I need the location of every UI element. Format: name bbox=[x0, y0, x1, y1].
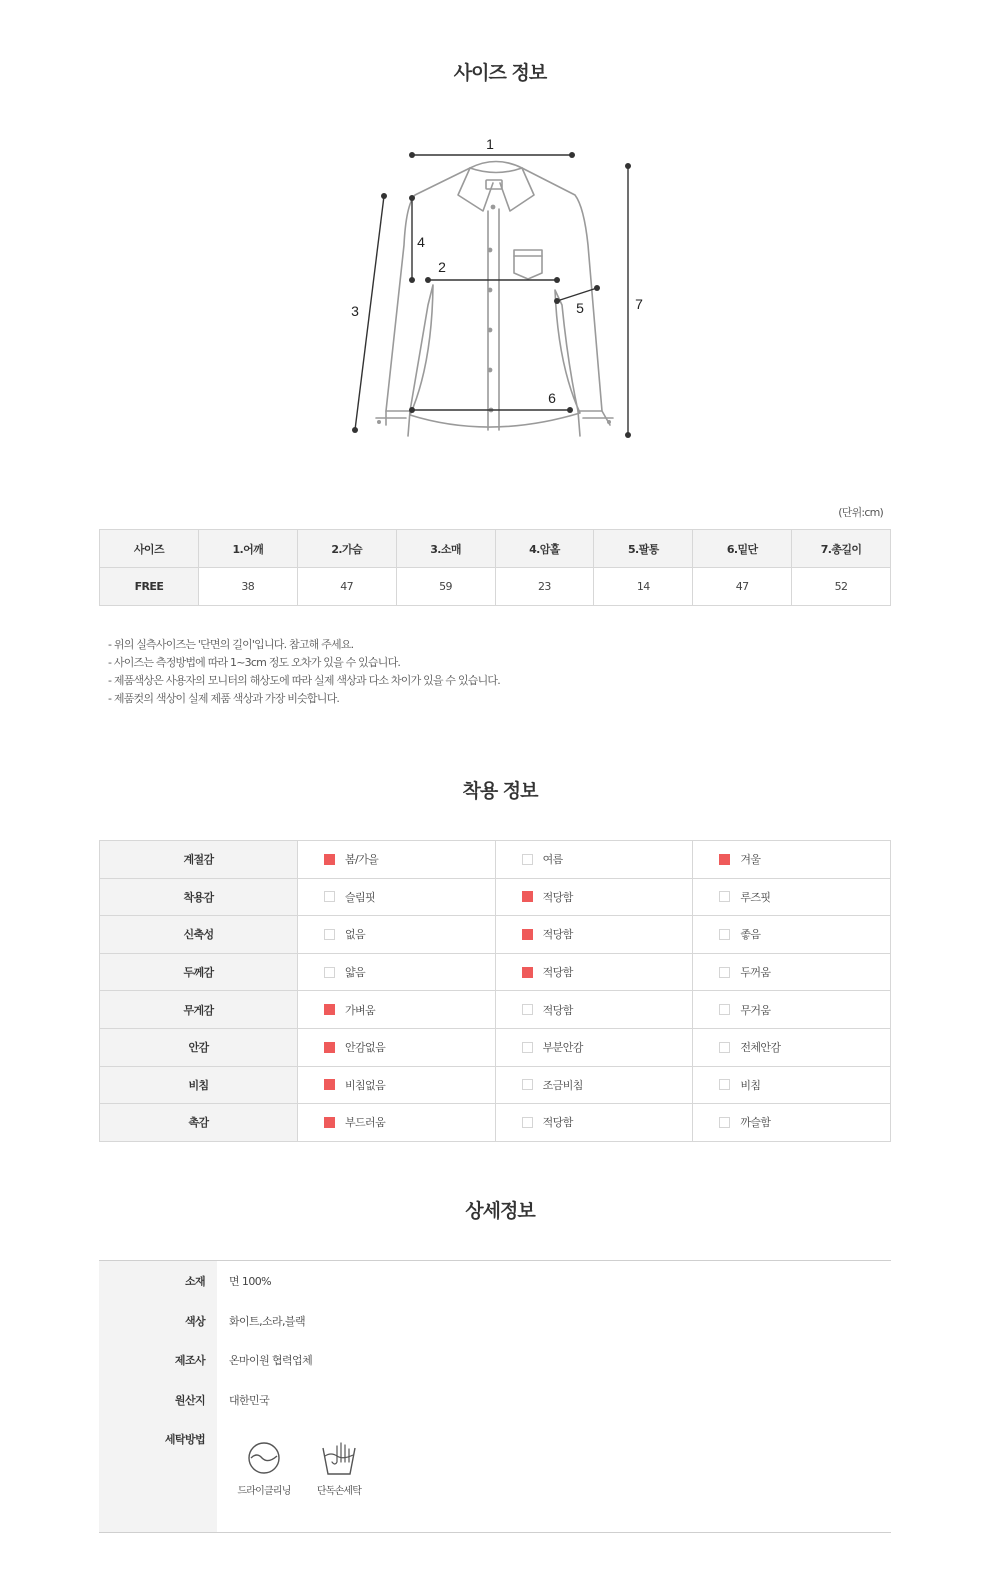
fit-option-label: 루즈핏 bbox=[740, 890, 771, 904]
fit-info-title: 착용 정보 bbox=[462, 780, 538, 802]
checked-box-icon bbox=[522, 967, 533, 978]
marker-6: 6 bbox=[548, 390, 556, 406]
marker-7: 7 bbox=[635, 296, 643, 312]
size-notes bbox=[108, 636, 500, 708]
fit-option bbox=[495, 841, 693, 879]
size-value-cell: 47 bbox=[297, 568, 396, 606]
detail-value: 대한민국 bbox=[229, 1394, 270, 1407]
detail-value: 면 100% bbox=[229, 1275, 271, 1288]
fit-option bbox=[298, 1066, 496, 1104]
note-line: - 위의 실측사이즈는 '단면의 길이'입니다. 참고해 주세요. bbox=[108, 638, 354, 651]
fit-option-label: 적당함 bbox=[542, 1116, 573, 1130]
fit-row-label: 계절감 bbox=[100, 841, 298, 879]
fit-row bbox=[100, 991, 891, 1029]
size-header-cell: 사이즈 bbox=[100, 530, 199, 568]
size-name-cell: FREE bbox=[100, 568, 199, 606]
size-header-cell: 2.가슴 bbox=[297, 530, 396, 568]
fit-option-label: 적당함 bbox=[542, 928, 573, 942]
measurement-lines bbox=[355, 155, 628, 435]
marker-5: 5 bbox=[576, 300, 584, 316]
fit-option-label: 가벼움 bbox=[345, 1003, 376, 1017]
fit-option-label: 조금비침 bbox=[542, 1078, 583, 1092]
marker-3: 3 bbox=[351, 303, 359, 319]
detail-info-table bbox=[99, 1260, 891, 1533]
fit-option-label: 슬림핏 bbox=[345, 890, 376, 904]
fit-row bbox=[100, 841, 891, 879]
size-value-cell: 14 bbox=[594, 568, 693, 606]
detail-value: 화이트,소라,블랙 bbox=[229, 1315, 305, 1328]
note-line: - 제품컷의 색상이 실제 제품 색상과 가장 비슷합니다. bbox=[108, 692, 340, 705]
fit-option-label: 부드러움 bbox=[345, 1116, 386, 1130]
measurement-labels bbox=[351, 136, 643, 406]
fit-row-label: 신축성 bbox=[100, 916, 298, 954]
shirt-measurement-diagram bbox=[300, 125, 700, 455]
size-info-title: 사이즈 정보 bbox=[453, 62, 547, 84]
fit-row bbox=[100, 1104, 891, 1142]
fit-option bbox=[693, 1104, 891, 1142]
marker-4: 4 bbox=[417, 234, 425, 250]
size-value-cell: 23 bbox=[495, 568, 594, 606]
fit-option bbox=[495, 991, 693, 1029]
fit-option-label: 좋음 bbox=[740, 928, 761, 942]
hand-wash-icon bbox=[319, 1440, 359, 1476]
detail-row-origin bbox=[99, 1392, 891, 1412]
fit-option bbox=[298, 1028, 496, 1066]
fit-option bbox=[693, 916, 891, 954]
size-header-cell: 1.어깨 bbox=[198, 530, 297, 568]
fit-option-label: 얇음 bbox=[345, 966, 366, 980]
fit-option bbox=[495, 878, 693, 916]
fit-row-label: 안감 bbox=[100, 1028, 298, 1066]
fit-option-label: 적당함 bbox=[542, 890, 573, 904]
size-header-cell: 3.소매 bbox=[396, 530, 495, 568]
fit-row-label: 무게감 bbox=[100, 991, 298, 1029]
wash-item-dry-cleaning bbox=[224, 1440, 304, 1497]
size-header-cell: 7.총길이 bbox=[792, 530, 891, 568]
fit-option-label: 두꺼움 bbox=[740, 966, 771, 980]
fit-option bbox=[693, 1066, 891, 1104]
fit-option bbox=[693, 841, 891, 879]
size-table-header-row bbox=[100, 530, 891, 568]
wash-caption: 단독손세탁 bbox=[316, 1486, 362, 1497]
fit-option-label: 안감없음 bbox=[345, 1041, 386, 1055]
fit-row-label: 비침 bbox=[100, 1066, 298, 1104]
checked-box-icon bbox=[324, 1042, 335, 1053]
checked-box-icon bbox=[522, 929, 533, 940]
unchecked-box-icon bbox=[522, 854, 533, 865]
fit-option bbox=[693, 953, 891, 991]
size-header-cell: 6.밑단 bbox=[693, 530, 792, 568]
unchecked-box-icon bbox=[522, 1004, 533, 1015]
measurement-points bbox=[352, 152, 631, 438]
size-value-cell: 47 bbox=[693, 568, 792, 606]
fit-option bbox=[298, 991, 496, 1029]
fit-option-label: 적당함 bbox=[542, 966, 573, 980]
size-table-row bbox=[100, 568, 891, 606]
fit-option-label: 부분안감 bbox=[542, 1041, 583, 1055]
checked-box-icon bbox=[324, 1079, 335, 1090]
wash-caption: 드라이클리닝 bbox=[237, 1486, 291, 1497]
detail-row-color bbox=[99, 1313, 891, 1333]
detail-key: 색상 bbox=[184, 1315, 205, 1328]
fit-row bbox=[100, 953, 891, 991]
unchecked-box-icon bbox=[719, 891, 730, 902]
fit-option bbox=[298, 878, 496, 916]
dry-cleaning-icon bbox=[246, 1440, 282, 1476]
fit-option-label: 비침없음 bbox=[345, 1078, 386, 1092]
unchecked-box-icon bbox=[522, 1079, 533, 1090]
fit-option bbox=[693, 1028, 891, 1066]
size-table bbox=[99, 529, 891, 606]
size-value-cell: 59 bbox=[396, 568, 495, 606]
wash-item-hand-wash bbox=[299, 1440, 379, 1497]
unchecked-box-icon bbox=[719, 1079, 730, 1090]
fit-option-label: 까슬함 bbox=[740, 1116, 771, 1130]
detail-value: 온마이원 협력업체 bbox=[229, 1354, 313, 1367]
size-header-cell: 5.팔통 bbox=[594, 530, 693, 568]
unchecked-box-icon bbox=[719, 967, 730, 978]
detail-row-washing bbox=[99, 1431, 891, 1451]
detail-key: 소재 bbox=[184, 1275, 205, 1288]
fit-option bbox=[495, 1104, 693, 1142]
fit-option-label: 여름 bbox=[542, 853, 563, 867]
unchecked-box-icon bbox=[522, 1117, 533, 1128]
size-value-cell: 52 bbox=[792, 568, 891, 606]
detail-row-material bbox=[99, 1273, 891, 1293]
detail-key: 제조사 bbox=[174, 1354, 205, 1367]
fit-option bbox=[495, 1028, 693, 1066]
marker-2: 2 bbox=[438, 259, 446, 275]
unchecked-box-icon bbox=[324, 929, 335, 940]
unchecked-box-icon bbox=[522, 1042, 533, 1053]
size-value-cell: 38 bbox=[198, 568, 297, 606]
unchecked-box-icon bbox=[719, 1117, 730, 1128]
fit-option bbox=[298, 953, 496, 991]
fit-option bbox=[693, 991, 891, 1029]
fit-option bbox=[298, 841, 496, 879]
checked-box-icon bbox=[719, 854, 730, 865]
fit-option-label: 전체안감 bbox=[740, 1041, 781, 1055]
fit-row bbox=[100, 1028, 891, 1066]
unchecked-box-icon bbox=[719, 1004, 730, 1015]
detail-key: 세탁방법 bbox=[164, 1433, 205, 1446]
fit-option bbox=[495, 916, 693, 954]
checked-box-icon bbox=[324, 854, 335, 865]
fit-option bbox=[495, 953, 693, 991]
note-line: - 사이즈는 측정방법에 따라 1~3cm 정도 오차가 있을 수 있습니다. bbox=[108, 656, 401, 669]
note-line: - 제품색상은 사용자의 모니터의 해상도에 따라 실제 색상과 다소 차이가 있을 수 있습니다. bbox=[108, 674, 500, 687]
fit-option-label: 무거움 bbox=[740, 1003, 771, 1017]
fit-info-table bbox=[99, 840, 891, 1142]
fit-option bbox=[495, 1066, 693, 1104]
fit-option-label: 없음 bbox=[345, 928, 366, 942]
fit-row-label: 두께감 bbox=[100, 953, 298, 991]
checked-box-icon bbox=[324, 1004, 335, 1015]
detail-row-manufacturer bbox=[99, 1352, 891, 1372]
fit-row bbox=[100, 1066, 891, 1104]
checked-box-icon bbox=[324, 1117, 335, 1128]
unit-label: (단위:cm) bbox=[838, 506, 883, 519]
fit-row bbox=[100, 878, 891, 916]
fit-option-label: 겨울 bbox=[740, 853, 761, 867]
detail-info-title: 상세정보 bbox=[465, 1200, 535, 1222]
fit-option bbox=[693, 878, 891, 916]
fit-option-label: 비침 bbox=[740, 1078, 761, 1092]
unchecked-box-icon bbox=[719, 1042, 730, 1053]
fit-option-label: 봄/가을 bbox=[345, 853, 379, 867]
checked-box-icon bbox=[522, 891, 533, 902]
unchecked-box-icon bbox=[719, 929, 730, 940]
marker-1: 1 bbox=[486, 136, 494, 152]
fit-row bbox=[100, 916, 891, 954]
size-header-cell: 4.암홀 bbox=[495, 530, 594, 568]
fit-option-label: 적당함 bbox=[542, 1003, 573, 1017]
unchecked-box-icon bbox=[324, 891, 335, 902]
fit-option bbox=[298, 916, 496, 954]
fit-option bbox=[298, 1104, 496, 1142]
fit-row-label: 착용감 bbox=[100, 878, 298, 916]
detail-key: 원산지 bbox=[174, 1394, 205, 1407]
unchecked-box-icon bbox=[324, 967, 335, 978]
fit-row-label: 촉감 bbox=[100, 1104, 298, 1142]
